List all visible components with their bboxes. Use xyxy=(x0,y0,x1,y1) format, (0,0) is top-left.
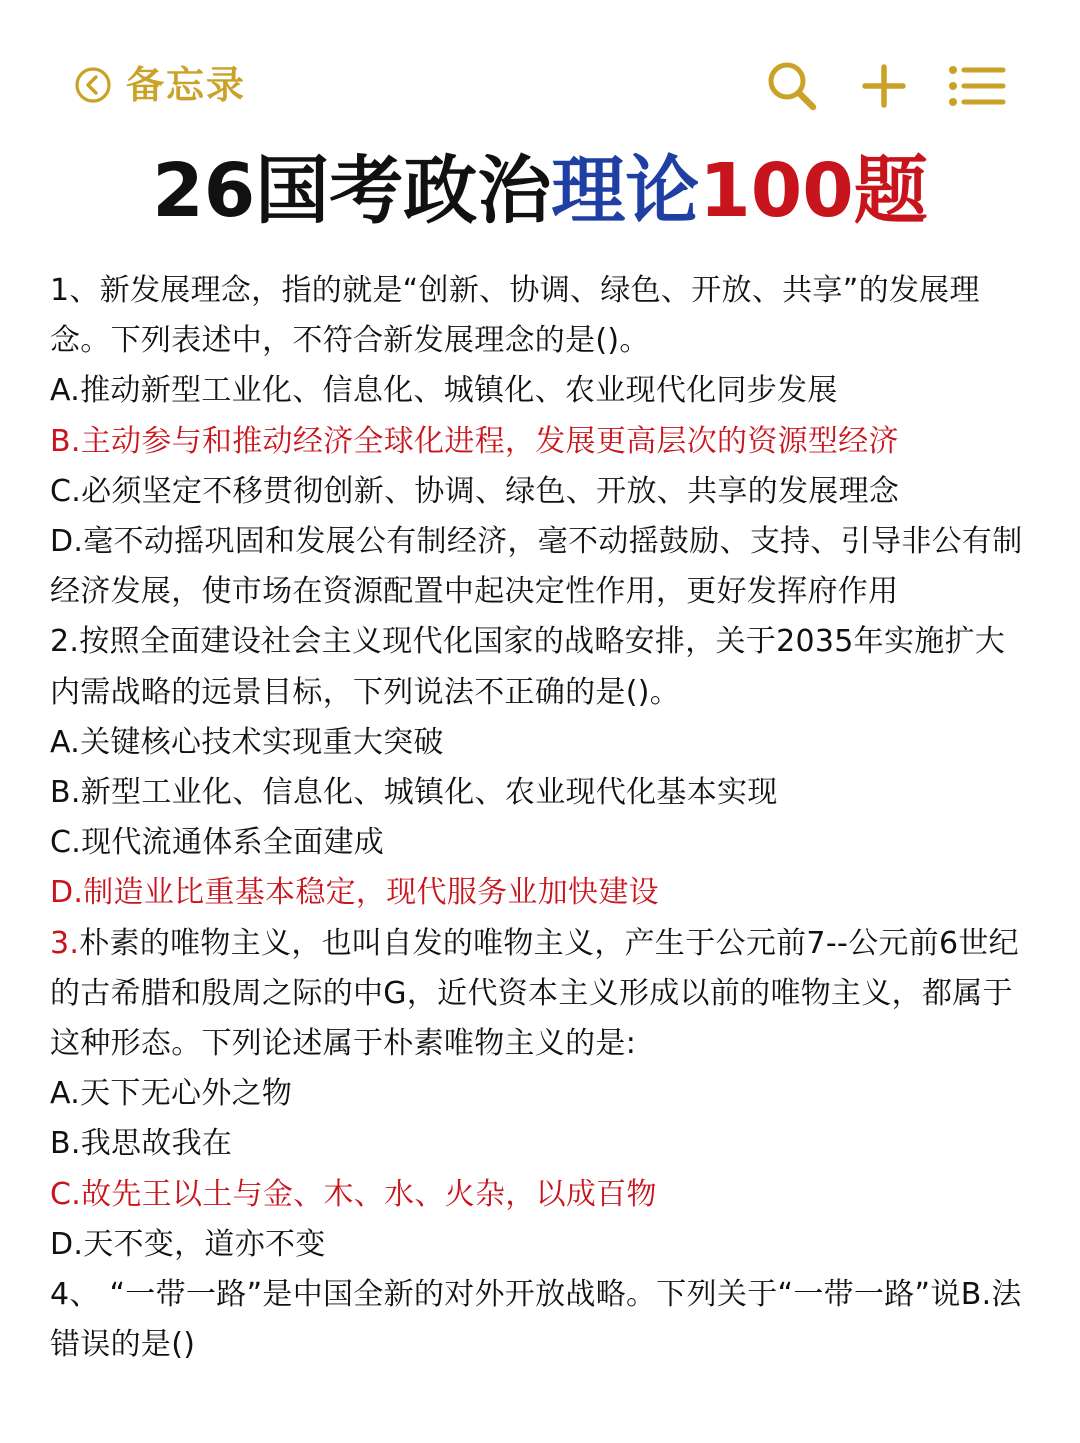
list-icon[interactable] xyxy=(948,64,1006,108)
back-icon xyxy=(74,66,112,104)
question-2-option-d-answer: D.制造业比重基本稳定，现代服务业加快建设 xyxy=(50,875,659,911)
back-label: 备忘录 xyxy=(126,63,247,107)
question-3-option-a: A.天下无心外之物 xyxy=(50,1076,293,1112)
question-3-number: 3. xyxy=(50,925,80,961)
question-1-option-d: D.毫不动摇巩固和发展公有制经济，毫不动摇鼓励、支持、引导非公有制经济发展，使市场在资源配置中起决定性作用，更好发挥府作用 xyxy=(50,524,1023,610)
search-icon[interactable] xyxy=(764,58,820,114)
question-1-option-b-answer: B.主动参与和推动经济全球化进程，发展更高层次的资源型经济 xyxy=(50,423,899,459)
question-3-option-c-answer: C.故先王以土与金、木、水、火杂，以成百物 xyxy=(50,1176,657,1212)
question-2-stem: 2.按照全面建设社会主义现代化国家的战略安排，关于2035年实施扩大内需战略的远景目标，下列说法不正确的是()。 xyxy=(50,624,1006,710)
title-part-blue: 理论 xyxy=(551,148,700,234)
title-part-black: 26国考政治 xyxy=(152,148,552,234)
question-3 xyxy=(50,919,1035,1070)
question-2-option-a: A.关键核心技术实现重大突破 xyxy=(50,724,444,760)
question-1-stem: 1、新发展理念，指的就是“创新、协调、绿色、开放、共享”的发展理念。下列表述中，不符合新发展理念的是()。 xyxy=(50,273,980,359)
page-title xyxy=(0,148,1080,234)
question-2-option-b: B.新型工业化、信息化、城镇化、农业现代化基本实现 xyxy=(50,775,778,811)
top-bar xyxy=(0,52,1080,122)
note-body[interactable] xyxy=(50,266,1035,1370)
question-4-stem: 4、 “一带一路”是中国全新的对外开放战略。下列关于“一带一路”说B.法错误的是() xyxy=(50,1277,1022,1363)
question-2-option-c: C.现代流通体系全面建成 xyxy=(50,825,385,861)
question-3-option-d: D.天不变，道亦不变 xyxy=(50,1226,326,1262)
question-1-option-c: C.必须坚定不移贯彻创新、协调、绿色、开放、共享的发展理念 xyxy=(50,473,900,509)
question-3-option-b: B.我思故我在 xyxy=(50,1126,233,1162)
question-1-option-a: A.推动新型工业化、信息化、城镇化、农业现代化同步发展 xyxy=(50,373,838,409)
back-button[interactable] xyxy=(74,62,246,108)
question-3-stem: 朴素的唯物主义，也叫自发的唯物主义，产生于公元前7--公元前6世纪的古希腊和殷周之际的中G，近代资本主义形成以前的唯物主义，都属于这种形态。下列论述属于朴素唯物主义的是: xyxy=(50,925,1019,1062)
title-part-red: 100题 xyxy=(699,148,928,234)
action-bar xyxy=(764,58,1006,114)
plus-icon[interactable] xyxy=(860,62,908,110)
